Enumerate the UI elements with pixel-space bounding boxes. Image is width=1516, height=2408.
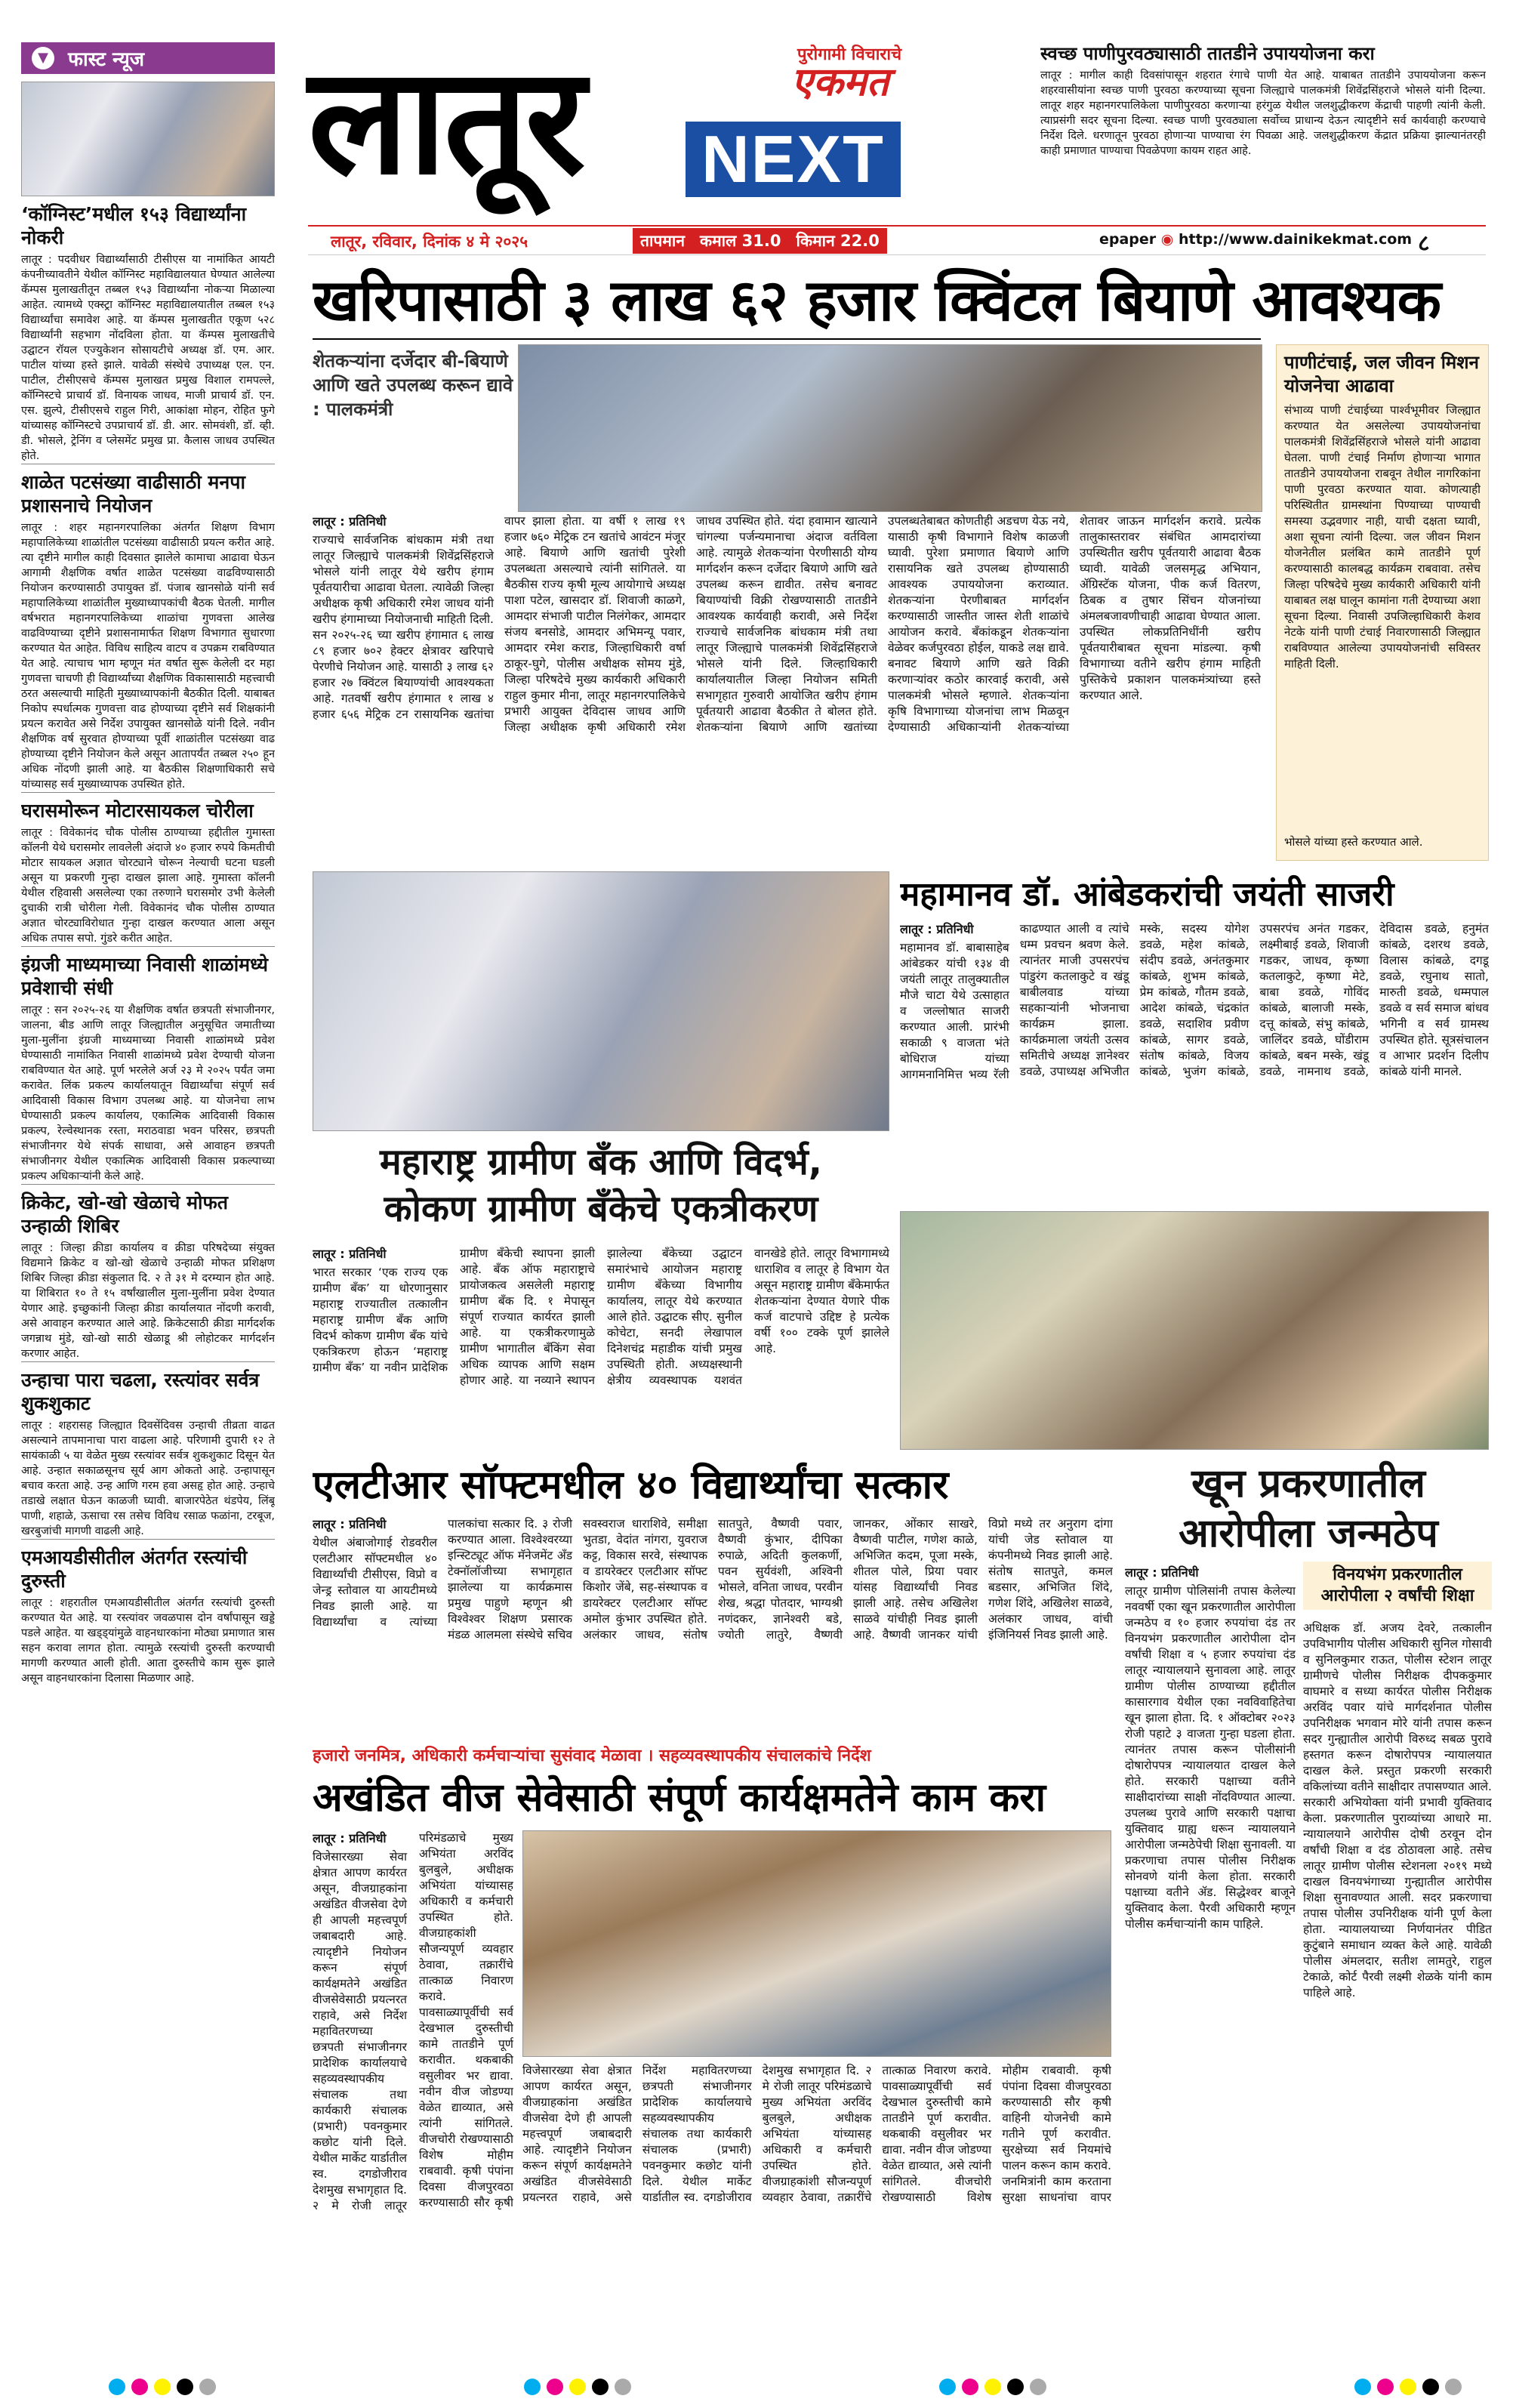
power-byline: लातूर : प्रतिनिधी [313, 1831, 387, 1845]
power-headline: अखंडित वीज सेवेसाठी संपूर्ण कार्यक्षमतेने काम करा [313, 1775, 1046, 1821]
epaper-url: http://www.dainikekmat.com [1179, 231, 1413, 248]
water-top-text: लातूर : मागील काही दिवसांपासून शहरात रंगाचे पाणी येत आहे. याबाबत तातडीने उपाययोजना करून शहरवासीयांना स्वच्छ पाणी पुरवठा करण्याच्या सूचना जिल्ह्याचे पालकमंत्री शिवेंद्रसिंहराजे भोसले यांनी दिल्या. लातूर शहर महानगरपालिकेला पाणीपुरवठा करणाऱ्या हरंगुळ येथील जलशुद्धीकरण केंद्राची पाहणी त्यांनी केली. त्याप्रसंगी सदर सूचना दिल्या. स्वच्छ पाणी पुरवठ्याला सर्वोच्च प्राधान्य देऊन त्यादृष्टीने सर्व कार्यवाही करण्याचे निर्देश दिले. धरणातून पुरवठा होणाऱ्या पाण्याचा रंग पिवळा आहे. जलशुद्धीकरण केंद्रात प्रक्रिया झाल्यानंतरही काही प्रमाणात पाण्याचा पिवळेपणा कायम राहत आहे. [1040, 69, 1486, 157]
sidebar-header [21, 42, 275, 74]
sidebar-news-text: लातूर : विवेकानंद चौक पोलीस ठाण्याच्या हद्दीतील गुमास्ता कॉलनी येथे घरासमोर लावलेली अंदाजे ४० हजार रुपये किमतीची मोटार सायकल अज्ञात चोरट्याने चोरून नेल्याची घटना घडली असून या प्रकरणी गुन्हा दाखल झाला आहे. गुमास्ता कॉलनी येथील रहिवासी असलेल्या एका तरुणाने घरासमोर उभी केलेली दुचाकी रात्री चोरीला गेली. विवेकानंद चौक पोलीस ठाण्यात अज्ञात चोरट्याविरोधात गुन्हा दाखल करण्यात आला असून अधिक तपास सपो. गुंडरे करीत आहेत. [21, 827, 275, 945]
sidebar-news-headline: ‘कॉग्निस्ट’मधील १५३ विद्यार्थ्यांना नोकरी [21, 203, 247, 248]
bank-photo [313, 871, 889, 1131]
murder-body: लातूर ग्रामीण पोलिसांनी तपास केलेल्या नववर्षी एका खून प्रकरणातील आरोपीला जन्मठेप व १० हजार रुपयांचा दंड तर विनयभंग प्रकरणातील आरोपीला दोन वर्षांची शिक्षा व ५ हजार रुपयांचा दंड लातूर न्यायालयाने सुनावला आहे. लातूर ग्रामीण पोलीस ठाण्याच्या हद्दीतील कासारगाव येथील एका नवविवाहितेचा खून झाला होता. दि. १ ऑक्टोबर २०२३ रोजी पहाटे ३ वाजता गुन्हा घडला होता. त्यानंतर तपास करून पोलीसांनी दोषारोपपत्र न्यायालयात दाखल केले होते. सरकारी पक्षाच्या वतीने साक्षीदारांच्या साक्षी नोंदविण्यात आल्या. उपलब्ध पुरावे आणि सरकारी पक्षाचा युक्तिवाद ग्राह्य धरून न्यायालयाने आरोपीला जन्मठेपेची शिक्षा सुनावली. या प्रकरणाचा तपास पोलीस निरीक्षक सोनवणे यांनी केला होता. सरकारी पक्षाच्या वतीने ॲड. सिद्धेश्वर बाजूने युक्तिवाद केला. पैरवी अधिकारी म्हणून पोलीस कर्मचाऱ्यांनी काम पाहिले. [1125, 1584, 1296, 1931]
ltr-body: येथील अंबाजोगाई रोडवरील एलटीआर सॉफ्टमधील ४० विद्यार्थ्यांची टीसीएस, विप्रो व जेन्ड्र स्तोवाल या आयटीमध्ये निवड झाली आहे. या विद्यार्थ्यांचा व त्यांच्या पालकांचा सत्कार दि. ३ रोजी करण्यात आला. विश्वेश्वरय्या इन्स्टिट्यूट ऑफ मॅनेजमेंट अँड टेक्नॉलॉजीच्या सभागृहात झालेल्या या कार्यक्रमास प्रमुख पाहुणे म्हणून श्री विश्वेश्वर शिक्षण प्रसारक मंडळ आलमला संस्थेचे सचिव सवस्वराज धाराशिवे, समीक्षा भुतडा, वेदांत नांगरा, युवराज कट्ट, विकास सरवे, संस्थापक व डायरेक्टर एलटीआर सॉफ्ट किशोर जेंबे, सह-संस्थापक व डायरेक्टर एलटीआर सॉफ्ट अमोल कुंभार उपस्थित होते. अलंकार जाधव, संतोष सातपुते, वैष्णवी पवार, वैष्णवी कुंभार, दीपिका रुपाळे, अदिती कुलकर्णी, पवन सुर्यवंशी, अश्विनी भोसले, वनिता जाधव, परवीन शेख, श्रद्धा पोतदार, भाग्यश्री नणंदकर, ज्ञानेश्वरी बडे, ज्योती लातुरे, वैष्णवी जानकर, ओंकार साखरे, वैष्णवी पाटील, गणेश काळे, अभिजित कदम, पूजा मस्के, शीतल पोले, प्रिया पवार यांसह विद्यार्थ्यांची निवड झाली आहे. तसेच अखिलेश साळवे यांचीही निवड झाली आहे. वैष्णवी जानकर यांची विप्रो मध्ये तर अनुराग दांगा यांची जेड स्तोवाल या कंपनीमध्ये निवड झाली आहे. संतोष सातपुते, कमल बडसार, अभिजित शिंदे, गणेश शिंदे, अखिलेश साळवे, अलंकार जाधव, वांची इंजिनियर्स निवड झाली आहे. [313, 1517, 1113, 1642]
sidebar-news-item [21, 1184, 275, 1361]
ambedkar-text [900, 921, 1489, 1202]
chevron-down-icon: ▼ [32, 47, 54, 69]
story-water-top [1040, 42, 1486, 220]
sidebar-news-item [21, 1361, 275, 1539]
sidebar-news-text: लातूर : शहरातील एमआयडीसीतील अंतर्गत रस्त्यांची दुरुस्ती करण्यात येत आहे. या रस्त्यांवर जवळपास दोन वर्षांपासून खड्डे पडले आहेत. या खड्ड्यांमुळे वाहनधारकांना मोठ्या प्रमाणात त्रास सहन करावा लागत होता. त्यामुळे रस्त्यांची दुरुस्ती करण्याची मागणी करण्यात आली होती. आता दुरुस्तीचे काम सुरू झाले असून वाहनधारकांना दिलासा मिळणार आहे. [21, 1597, 275, 1685]
main-text [313, 513, 1261, 861]
sidebar [21, 42, 275, 2217]
sidebar-news-item [21, 464, 275, 792]
story-water-side [1276, 344, 1489, 861]
bank-headline [313, 1139, 889, 1232]
power-body: विजेसारख्या सेवा क्षेत्रात आपण कार्यरत असून, वीजग्राहकांना अखंडित वीजसेवा देणे ही आपली महत्त्वपूर्ण जबाबदारी आहे. त्यादृष्टीने नियोजन करून संपूर्ण कार्यक्षमतेने अखंडित वीजसेवेसाठी प्रयत्नरत राहावे, असे निर्देश महावितरणच्या छत्रपती संभाजीनगर प्रादेशिक कार्यालयाचे सहव्यवस्थापकीय संचालक तथा कार्यकारी संचालक (प्रभारी) पवनकुमार कछोट यांनी दिले. येथील मार्केट यार्डातील स्व. दगडोजीराव देशमुख सभागृहात दि. २ मे रोजी लातूर परिमंडळाचे मुख्य अभियंता अरविंद बुलबुले, अधीक्षक अभियंता यांच्यासह अधिकारी व कर्मचारी उपस्थित होते. वीजग्राहकांशी सौजन्यपूर्ण व्यवहार ठेवावा, तक्रारींचे तात्काळ निवारण करावे. पावसाळ्यापूर्वीची सर्व देखभाल दुरुस्तीची कामे तातडीने पूर्ण करावीत. थकबाकी वसुलीवर भर द्यावा. नवीन वीज जोडण्या वेळेत द्याव्यात, असे त्यांनी सांगितले. वीजचोरी रोखण्यासाठी विशेष मोहीम राबवावी. कृषी पंपांना दिवसा वीजपुरवठा करण्यासाठी सौर कृषी [313, 1831, 513, 2212]
main-deck: शेतकऱ्यांना दर्जेदार बी-बियाणे आणि खते उपलब्ध करून द्यावे : पालकमंत्री [313, 350, 513, 420]
ambedkar-body: महामानव डॉ. बाबासाहेब आंबेडकर यांची १३४ वी जयंती लातूर तालुक्यातील मौजे चाटा येथे उत्साहात व जल्लोषात साजरी करण्यात आली. प्रारंभी सकाळी ९ वाजता भंते बोधिराज यांच्या आगमनानिमित्त भव्य रॅली काढण्यात आली व त्यांचे धम्म प्रवचन श्रवण केले. त्यानंतर माजी उपसरपंच पांडुरंग कतलाकुटे व खंडू बाबीलवाड यांच्या सहकाऱ्यांनी भोजनाचा कार्यक्रम झाला. कार्यक्रमाला जयंती उत्सव समितीचे अध्यक्ष ज्ञानेश्वर डवळे, उपाध्यक्ष अभिजीत मस्के, सदस्य योगेश डवळे, महेश कांबळे, संदीप डवळे, अनंतकुमार कांबळे, शुभम कांबळे, प्रेम कांबळे, गौतम डवळे, आदेश कांबळे, चंद्रकांत डवळे, सदाशिव प्रवीण कांबळे, सागर डवळे, संतोष कांबळे, विजय कांबळे, भुजंग कांबळे, उपसरपंच अनंत गडकर, लक्ष्मीबाई डवळे, शिवाजी गडकर, जाधव, कृष्णा कतलाकुटे, कृष्णा मेटे, बाबा डवळे, गोविंद कांबळे, बालाजी मस्के, दत्तू कांबळे, संभु कांबळे, जालिंदर डवळे, घोंडीराम कांबळे, बबन मस्के, खंडू डवळे, नामनाथ डवळे, देविदास डवळे, हनुमंत कांबळे, दशरथ डवळे, विलास कांबळे, दगडू डवळे, रघुनाथ सातो, मारुती डवळे, धम्मपाल डवळे व सर्व समाज बांधव भगिनी व सर्व ग्रामस्थ उपस्थित होते. सूत्रसंचालन व आभार प्रदर्शन दिलीप कांबळे यांनी मानले. [900, 922, 1489, 1081]
sidebar-news-headline: शाळेत पटसंख्या वाढीसाठी मनपा प्रशासनाचे नियोजन [21, 471, 245, 516]
ltr-text [313, 1516, 1113, 1734]
ambedkar-photo [900, 1211, 1489, 1450]
main-byline: लातूर : प्रतिनिधी [313, 514, 387, 529]
water-side-caption: भोसले यांच्या हस्ते करण्यात आले. [1284, 835, 1423, 849]
power-text-bottom: विजेसारख्या सेवा क्षेत्रात आपण कार्यरत असून, वीजग्राहकांना अखंडित वीजसेवा देणे ही आपली महत्त्वपूर्ण जबाबदारी आहे. त्यादृष्टीने नियोजन करून संपूर्ण कार्यक्षमतेने अखंडित वीजसेवेसाठी प्रयत्नरत राहावे, असे निर्देश महावितरणच्या छत्रपती संभाजीनगर प्रादेशिक कार्यालयाचे सहव्यवस्थापकीय संचालक तथा कार्यकारी संचालक (प्रभारी) पवनकुमार कछोट यांनी दिले. येथील मार्केट यार्डातील स्व. दगडोजीराव देशमुख सभागृहात दि. २ मे रोजी लातूर परिमंडळाचे मुख्य अभियंता अरविंद बुलबुले, अधीक्षक अभियंता यांच्यासह अधिकारी व कर्मचारी उपस्थित होते. वीजग्राहकांशी सौजन्यपूर्ण व्यवहार ठेवावा, तक्रारींचे तात्काळ निवारण करावे. पावसाळ्यापूर्वीची सर्व देखभाल दुरुस्तीची कामे तातडीने पूर्ण करावीत. थकबाकी वसुलीवर भर द्यावा. नवीन वीज जोडण्या वेळेत द्याव्यात, असे त्यांनी सांगितले. वीजचोरी रोखण्यासाठी विशेष मोहीम राबवावी. कृषी पंपांना दिवसा वीजपुरवठा करण्यासाठी सौर कृषी वाहिनी योजनेची कामे गतीने पूर्ण करावीत. सुरक्षेच्या सर्व नियमांचे पालन करून काम करावे. जनमित्रांनी काम करताना सुरक्षा साधनांचा वापर [522, 2064, 1111, 2204]
reg-dots-1 [106, 2379, 219, 2401]
epaper-label: epaper [1099, 231, 1157, 248]
sidebar-news-headline: एमआयडीसीतील अंतर्गत रस्त्यांची दुरुस्ती [21, 1546, 248, 1592]
bank-headline-line2: कोकण ग्रामीण बँकेचे एकत्रीकरण [384, 1188, 818, 1230]
murder-headline-line2: आरोपीला जन्मठेप [1179, 1511, 1438, 1556]
temp-max: कमाल 31.0 [700, 232, 781, 250]
murder-text [1125, 1565, 1296, 2217]
bank-headline-line1: महाराष्ट्र ग्रामीण बँक आणि विदर्भ, [380, 1141, 822, 1183]
temp-min: किमान 22.0 [796, 232, 880, 250]
masthead-tagline: पुरोगामी विचाराचे [797, 45, 902, 64]
murder-headline [1125, 1459, 1492, 1559]
sidebar-news-item [21, 202, 275, 464]
dateline: लातूर, रविवार, दिनांक ४ मे २०२५ [331, 233, 528, 251]
molest-headline-line1: विनयभंग प्रकरणातील [1333, 1565, 1462, 1584]
sidebar-news-text: लातूर : शहर महानगरपालिका अंतर्गत शिक्षण विभाग महापालिकेच्या शाळांतील पटसंख्या वाढीसाठी प्रयत्न करीत आहे. त्या दृष्टीने मागील काही दिवसात झालेले कामाचा आढावा घेऊन आगामी शैक्षणिक वर्षात शाळेत पटसंख्या वाढविण्यासाठी नियोजन करण्यासाठी उपायुक्त डॉ. पंजाब खानसोळे यांनी सर्व महापालिकेच्या शाळांतील मुख्याध्यापकांची बैठक घेतली. मागील वर्षभरात महानगरपालिकेच्या शाळांचा गुणवत्ता आलेख वाढविण्याच्या दृष्टीने प्रशासनामार्फत शिक्षण विभागात सुधारणा करण्यात येत आहेत. विविध साहित्य वाटप व उपक्रम राबविण्यात येत आहे. त्याचाच भाग म्हणून मंत वर्षात सुरू केलेली दर महा गुणवत्ता चाचणी ही विद्यार्थ्यांच्या शैक्षणिक विकासासाठी महत्त्वाची ठरत असल्याची माहिती मुख्याध्यापकांनी बैठकीत दिली. याबाबत निकोप स्पर्धात्मक गुणवत्ता वाढ होण्याच्या दृष्टीने सर्व शिक्षकांनी प्रयत्न करावेत असे निर्देश उपायुक्त खानसोळे यांनी दिले. नवीन शैक्षणिक वर्ष सुरवात होण्याच्या पूर्वी शाळांतील पटसंख्या वाढ होण्याच्या दृष्टीने नियोजन केले असून आतापर्यंत तब्बल २५० हून अधिक नोंदणी झाली आहे. या बैठकीस शिक्षणाधिकारी सचे यांच्यासह सर्व मुख्याध्यापक उपस्थित होते. [21, 522, 275, 791]
sidebar-items [21, 202, 275, 1686]
sidebar-news-item [21, 1539, 275, 1686]
reg-dots-4 [1351, 2379, 1465, 2401]
sidebar-news-item [21, 792, 275, 946]
ambedkar-headline: महामानव डॉ. आंबेडकरांची जयंती साजरी [900, 875, 1394, 914]
sidebar-news-item [21, 946, 275, 1184]
masthead-title: लातूर [308, 35, 583, 208]
water-top-headline: स्वच्छ पाणीपुरवठ्यासाठी तातडीने उपाययोजना करा [1040, 43, 1375, 64]
reg-dots-3 [936, 2379, 1049, 2401]
reg-dots-2 [521, 2379, 634, 2401]
sidebar-news-headline: घरासमोरून मोटारसायकल चोरीला [21, 800, 254, 822]
sidebar-news-text: लातूर : सन २०२५-२६ या शैक्षणिक वर्षात छत्रपती संभाजीनगर, जालना, बीड आणि लातूर जिल्ह्यातील अनुसूचित जमातीच्या मुला-मुलींना इंग्रजी माध्यमाच्या निवासी शाळांमध्ये प्रवेश घेण्यासाठी नामांकित निवासी शाळांमध्ये प्रवेश देण्याची योजना राबविण्यात येत आहे. पूर्ण भरलेले अर्ज २३ मे २०२५ पर्यंत जमा करावेत. लिंक प्रकल्प कार्यालयातून विद्यार्थ्यांचा संपूर्ण सर्व आदिवासी विकास विभाग उपलब्ध आहे. या योजनेचा लाभ घेण्यासाठी प्रकल्प कार्यालय, एकात्मिक आदिवासी विकास प्रकल्प, रेल्वेस्थानक रस्ता, मराठवाडा भवन परिसर, छत्रपती संभाजीनगर येथे संपर्क साधावा, असे आवाहन छत्रपती संभाजीनगर येथील एकात्मिक आदिवासी विकास प्रकल्पाच्या प्रकल्प अधिकाऱ्यांनी केले आहे. [21, 1004, 275, 1182]
murder-byline: लातूर : प्रतिनिधी [1125, 1565, 1199, 1580]
sidebar-photo [21, 82, 275, 196]
main-body: राज्याचे सार्वजनिक बांधकाम मंत्री तथा लातूर जिल्ह्याचे पालकमंत्री शिवेंद्रसिंहराजे भोसले यांनी लातूर येथे खरीप हंगाम पूर्वतयारीचा आढावा घेतला. त्यावेळी जिल्हा अधीक्षक कृषी अधिकारी रमेश जाधव यांनी खरीप हंगामाच्या नियोजनाची माहिती दिली. सन २०२५-२६ च्या खरीप हंगामात ६ लाख ८९ हजार ७०२ हेक्टर क्षेत्रावर खरिपाचे पेरणीचे नियोजन आहे. यासाठी ३ लाख ६२ हजार २७ क्विंटल बियाण्यांची आवश्यकता आहे. गतवर्षी खरीप हंगामात १ लाख ४ हजार ६५६ मेट्रिक टन रासायनिक खतांचा वापर झाला होता. या वर्षी १ लाख १९ हजार ७६० मेट्रिक टन खतांचे आवंटन मंजूर आहे. बियाणे आणि खतांची पुरेशी उपलब्धता असल्याचे त्यांनी सांगितले. या बैठकीस राज्य कृषी मूल्य आयोगाचे अध्यक्ष पाशा पटेल, खासदार डॉ. शिवाजी काळगे, आमदार संभाजी पाटील निलंगेकर, आमदार संजय बनसोडे, आमदार अभिमन्यू पवार, आमदार रमेश कराड, जिल्हाधिकारी वर्षा ठाकूर-घुगे, पोलीस अधीक्षक सोमय मुंडे, जिल्हा परिषदेचे मुख्य कार्यकारी अधिकारी राहुल कुमार मीना, लातूर महानगरपालिकेचे प्रभारी आयुक्त देविदास जाधव आणि जिल्हा अधीक्षक कृषी अधिकारी रमेश जाधव उपस्थित होते. यंदा हवामान खात्याने चांगल्या पर्जन्यमानाचा अंदाज वर्तविला आहे. त्यामुळे शेतकऱ्यांना पेरणीसाठी योग्य मार्गदर्शन करून दर्जेदार बियाणे आणि खते उपलब्ध करून द्यावीत. तसेच बनावट बियाण्यांची विक्री रोखण्यासाठी तातडीने आवश्यक कार्यवाही करावी, असे निर्देश राज्याचे सार्वजनिक बांधकाम मंत्री तथा लातूर जिल्ह्याचे पालकमंत्री शिवेंद्रसिंहराजे भोसले यांनी दिले. जिल्हाधिकारी कार्यालयातील जिल्हा नियोजन समिती सभागृहात गुरुवारी आयोजित खरीप हंगाम पूर्वतयारी आढावा बैठकीत ते बोलत होते. शेतकऱ्यांना बियाणे आणि खतांच्या उपलब्धतेबाबत कोणतीही अडचण येऊ नये, यासाठी कृषी विभागाने विशेष काळजी घ्यावी. पुरेशा प्रमाणात बियाणे आणि रासायनिक खते उपलब्ध होण्यासाठी आवश्यक उपाययोजना कराव्यात. शेतकऱ्यांना पेरणीबाबत मार्गदर्शन करण्यासाठी जास्तीत जास्त शेती शाळांचे आयोजन करावे. बँकांकडून शेतकऱ्यांना वेळेवर कर्जपुरवठा होईल, याकडे लक्ष द्यावे. बनावट बियाणे आणि खते विक्री करणाऱ्यांवर कठोर कारवाई करावी, असे पालकमंत्री भोसले म्हणाले. शेतकऱ्यांना कृषि विभागाच्या योजनांचा लाभ मिळवून देण्यासाठी अधिकाऱ्यांनी शेतकऱ्यांच्या शेतावर जाऊन मार्गदर्शन करावे. प्रत्येक तालुकास्तरावर संबंधित आमदारांच्या उपस्थितीत खरीप पूर्वतयारी आढावा बैठक घ्यावी. यावेळी जलसमृद्ध अभियान, ॲग्रिस्टॅक योजना, पीक कर्ज वितरण, ठिबक व तुषार सिंचन योजनांच्या अंमलबजावणीचाही आढावा घेण्यात आला. उपस्थित लोकप्रतिनिधींनी खरीप पूर्वतयारीबाबत सूचना मांडल्या. कृषी विभागाच्या वतीने खरीप हंगाम माहिती पुस्तिकेचे प्रकाशन पालकमंत्र्यांच्या हस्ते करण्यात आले. [313, 514, 1261, 734]
temperature-box [633, 228, 887, 254]
divider [313, 338, 1261, 340]
date-strip [308, 225, 1486, 255]
sidebar-news-text: लातूर : जिल्हा क्रीडा कार्यालय व क्रीडा परिषदेच्या संयुक्त विद्यमाने क्रिकेट व खो-खो खेळाचे उन्हाळी मोफत प्रशिक्षण शिबिर जिल्हा क्रीडा संकुलात दि. २ ते ३१ मे दरम्यान होत आहे. या शिबिरात १० ते १५ वर्षांखालील मुला-मुलींना प्रवेश देण्यात येणार आहे. इच्छुकांनी जिल्हा क्रीडा कार्यालयात नोंदणी करावी, असे आवाहन करण्यात आले आहे. क्रिकेटसाठी क्रीडा मार्गदर्शक जगन्नाथ मुंडे, खो-खो साठी खेळाडू श्री लोहोटकर मार्गदर्शन करणार आहेत. [21, 1242, 275, 1360]
masthead-brand: एकमत [791, 60, 889, 105]
bank-body: भारत सरकार ‘एक राज्य एक ग्रामीण बँक’ या धोरणानुसार महाराष्ट्र राज्यातील तत्कालीन महाराष्ट्र ग्रामीण बँक आणि विदर्भ कोकण ग्रामीण बँक यांचे एकत्रिकरण होऊन ‘महाराष्ट्र ग्रामीण बँक’ या नवीन प्रादेशिक ग्रामीण बँकेची स्थापना झाली आहे. बँक ऑफ महाराष्ट्राचे प्रायोजकत्व असलेली महाराष्ट्र ग्रामीण बँक दि. १ मेपासून संपूर्ण राज्यात कार्यरत झाली आहे. या एकत्रीकरणामुळे ग्रामीण भागातील बँकिंग सेवा अधिक व्यापक आणि सक्षम होणार आहे. या नव्याने स्थापन झालेल्या बँकेच्या उद्घाटन समारंभाचे आयोजन महाराष्ट्र ग्रामीण बँकेच्या विभागीय कार्यालय, लातूर येथे करण्यात आले होते. उद्घाटक सीए. सुनील कोचेटा, सनदी लेखापाल दिनेशचंद्र महाडीक यांची प्रमुख उपस्थिती होती. अध्यक्षस्थानी क्षेत्रीय व्यवस्थापक यशवंत वानखेडे होते. लातूर विभागामध्ये धाराशिव व लातूर हे विभाग येत असून महाराष्ट्र ग्रामीण बँकेमार्फत शेतकऱ्यांना देण्यात येणारे पीक कर्ज वाटपाचे उद्दिष्ट हे प्रत्येक वर्षी १०० टक्के पूर्ण झालेले आहे. [313, 1247, 889, 1387]
water-side-headline: पाणीटंचाई, जल जीवन मिशन योजनेचा आढावा [1284, 352, 1479, 396]
molest-headline [1303, 1562, 1492, 1610]
epaper-link[interactable] [1099, 231, 1412, 248]
molest-text: अधिक्षक डॉ. अजय देवरे, तत्कालीन उपविभागीय पोलीस अधिकारी सुनिल गोसावी व सुनिलकुमार राऊत, पोलीस स्टेशन लातूर ग्रामीणचे पोलीस निरीक्षक दीपककुमार वाघमारे व सध्या कार्यरत पोलीस निरीक्षक अरविंद पवार यांचे मार्गदर्शनात पोलीस उपनिरीक्षक भगवान मोरे यांनी तपास करून सदर गुन्ह्यातील आरोपी विरुध्द सबळ पुरावे हस्तगत करून दोषारोपपत्र न्यायालयात दाखल केले. प्रस्तुत प्रकरणी सरकारी वकिलांच्या वतीने साक्षीदार तपासण्यात आले. सरकारी अभियोक्ता यांनी प्रभावी युक्तिवाद केला. प्रकरणातील पुराव्यांच्या आधारे मा. न्यायालयाने आरोपीस दोषी ठरवून दोन वर्षांची शिक्षा व दंड ठोठावला आहे. तसेच लातूर ग्रामीण पोलीस स्टेशनला २०१९ मध्ये दाखल विनयभंगाच्या गुन्ह्यातील आरोपीस शिक्षा सुनावण्यात आली. सदर प्रकरणाचा तपास पोलीस उपनिरीक्षक यांनी पूर्ण केला होता. न्यायालयाच्या निर्णयानंतर पीडित कुटुंबाने समाधान व्यक्त केले आहे. यावेळी पोलीस अंमलदार, सतीश लामतुरे, राहुल टेकाळे, कोर्ट पैरवी लक्ष्मी शेळके यांनी काम पाहिले आहे. [1303, 1621, 1492, 1999]
epaper-icon: ◉ [1160, 231, 1174, 248]
temp-label: तापमान [640, 232, 685, 250]
ltr-headline: एलटीआर सॉफ्टमधील ४० विद्यार्थ्यांचा सत्कार [313, 1463, 949, 1508]
murder-headline-line1: खून प्रकरणातील [1191, 1461, 1425, 1506]
power-text-left [313, 1830, 513, 2217]
water-side-text: संभाव्य पाणी टंचाईच्या पार्श्वभूमीवर जिल्ह्यात करण्यात येत असलेल्या उपाययोजनांचा पालकमंत्री शिवेंद्रसिंहराजे भोसले यांनी आढावा घेतला. पाणी टंचाई निर्माण होणाऱ्या भागात तातडीने उपाययोजना राबवून तेथील नागरिकांना पाणी पुरवठा करण्यात यावा. कोणत्याही परिस्थितीत ग्रामस्थांना पिण्याच्या पाण्याची समस्या उद्भवणार नाही, याची दक्षता घ्यावी, अशा सूचना त्यांनी दिल्या. जल जीवन मिशन योजनेतील प्रलंबित कामे तातडीने पूर्ण करण्यासाठी कालबद्ध कार्यक्रम राबवावा. तसेच जिल्हा परिषदेचे मुख्य कार्यकारी अधिकारी यांनी याबाबत लक्ष घालून कामांना गती देण्याच्या अशा सूचना दिल्या. निवासी उपजिल्हाधिकारी केशव नेटके यांनी पाणी टंचाई निवारणासाठी जिल्ह्यात राबविण्यात आलेल्या उपाययोजनांची सविस्तर माहिती दिली. [1284, 403, 1481, 671]
power-photo [522, 1830, 1111, 2057]
registration-marks [106, 2379, 1465, 2401]
sidebar-news-headline: क्रिकेट, खो-खो खेळाचे मोफत उन्हाळी शिबिर [21, 1192, 229, 1237]
sidebar-title: फास्ट न्यूज [68, 48, 145, 71]
main-headline: खरिपासाठी ३ लाख ६२ हजार क्विंटल बियाणे आवश्यक [313, 267, 1441, 334]
sidebar-news-headline: उन्हाचा पारा चढला, रस्त्यांवर सर्वत्र शुकशुकाट [21, 1369, 260, 1414]
power-banner: हजारो जनमित्र, अधिकारी कर्मचाऱ्यांचा सुसंवाद मेळावा । सहव्यवस्थापकीय संचालकांचे निर्देश [313, 1747, 871, 1765]
ltr-byline: लातूर : प्रतिनिधी [313, 1517, 387, 1531]
page-number: ८ [1418, 230, 1430, 257]
bank-byline: लातूर : प्रतिनिधी [313, 1247, 387, 1261]
sidebar-news-text: लातूर : शहरासह जिल्ह्यात दिवसेंदिवस उन्हाची तीव्रता वाढत असल्याने तापमानाचा पारा वाढला आहे. परिणामी दुपारी १२ ते सायंकाळी ५ या वेळेत मुख्य रस्त्यांवर सर्वत्र शुकशुकाट दिसून येत आहे. उन्हात सकाळसूनच सूर्य आग ओकतो आहे. उन्हापासून बचाव करता आहे. उन्ह आणि गरम हवा असहृ होत आहे. उन्हाचे तडाखे लक्षात घेऊन काळजी घ्यावी. बाजारपेठेत थंडपेय, लिंबू पाणी, शहाळे, ऊसाचा रस तसेच विविध रसाळ फळांना, टरबूज, खरबुजांची मागणी वाढली आहे. [21, 1420, 275, 1537]
masthead-next: NEXT [686, 122, 901, 197]
molest-headline-line2: आरोपीला २ वर्षांची शिक्षा [1320, 1586, 1474, 1605]
bank-text [313, 1246, 889, 1448]
masthead [308, 35, 1033, 246]
sidebar-news-text: लातूर : पदवीधर विद्यार्थ्यांसाठी टीसीएस या नामांकित आयटी कंपनीच्यावतीने येथील कॉग्निस्ट महाविद्यालयात घेण्यात आलेल्या कॅम्पस मुलाखतीतून तब्बल १५३ विद्यार्थ्यांना नोकऱ्या मिळाल्या आहेत. त्यामध्ये एक्स्ट्रा कॉग्निस्ट महाविद्यालयातील तब्बल १५३ विद्यार्थ्यांचा समावेश आहे. या कॅम्पस मुलाखतीत एकूण ५२८ विद्यार्थ्यांनी सहभाग नोंदविला होता. या कॅम्पस मुलाखतीचे उद्घाटन रॉयल एज्युकेशन सोसायटीचे अध्यक्ष डॉ. एम. आर. पाटील यांच्या हस्ते झाले. यावेळी संस्थेचे उपाध्यक्ष एल. एन. पाटील, टीसीएसचे कॅम्पस मुलाखत प्रमुख विशाल रामपल्ले, कॉग्निस्टचे प्राचार्य डॉ. विनायक जाधव, माजी प्राचार्य डॉ. एन. एस. झुल्पे, टीसीएसचे राहुल गिरी, आकांक्षा मोहन, रोहित फुगे यांच्यासह कॉग्निस्टचे उपप्राचार्य डॉ. डी. आर. सोमवंशी, डॉ. व्ही. डी. भोसले, ट्रेनिंग व प्लेसमेंट प्रमुख प्रा. कैलास जाधव उपस्थित होते. [21, 254, 275, 462]
sidebar-news-headline: इंग्रजी माध्यमाच्या निवासी शाळांमध्ये प्रवेशाची संधी [21, 954, 269, 999]
main-photo [518, 344, 1262, 512]
ambedkar-byline: लातूर : प्रतिनिधी [900, 922, 974, 936]
